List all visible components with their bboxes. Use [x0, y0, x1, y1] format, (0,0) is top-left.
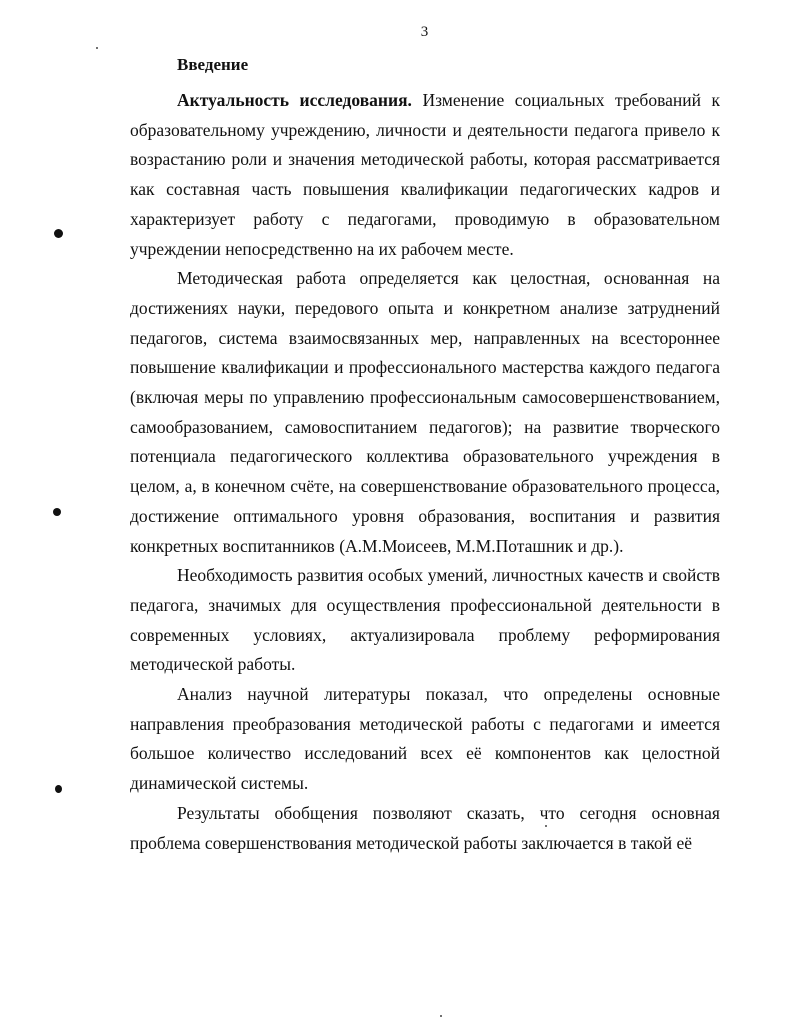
scan-speck: [440, 1015, 442, 1017]
scan-punch-mark: [53, 508, 61, 516]
paragraph-relevance: [130, 86, 720, 264]
paragraph-analysis: [130, 680, 720, 799]
scan-punch-mark: [54, 229, 63, 238]
paragraph-text: Методическая работа определяется как целостная, основанная на достижениях науки, передового опыта и конкретном анализе затруднений педагогов, система взаимосвязанных мер, направленных на всестороннее повышение квалификации и профессионального мастерства каждого педагога (включая меры по управлению профессиональным самосовершенствованием, самообразованием, самовоспитанием педагогов); на развитие творческого потенциала педагогического коллектива образовательного учреждения в целом, а, в конечном счёте, на совершенствование образовательного процесса, достижение оптимального уровня образования, воспитания и развития конкретных воспитанников (А.М.Моисеев, М.М.Поташник и др.).: [130, 268, 720, 556]
paragraph-text: Анализ научной литературы показал, что определены основные направления преобразования методической работы с педагогами и имеется большое количество исследований всех её компонентов как целостной динамической системы.: [130, 684, 720, 794]
section-heading: Введение: [177, 55, 249, 74]
paragraph-results: [130, 799, 720, 858]
scan-speck: [96, 47, 98, 49]
paragraph-text: Необходимость развития особых умений, личностных качеств и свойств педагога, значимых для осуществления профессиональной деятельности в современных условиях, актуализировала проблему реформирования методической работы.: [130, 565, 720, 675]
page-number: 3: [420, 24, 429, 40]
paragraph-definition: [130, 264, 720, 561]
document-body: [130, 52, 720, 858]
scan-punch-mark: [55, 785, 62, 793]
paragraph-necessity: [130, 561, 720, 680]
paragraph-lead: Актуальность исследования.: [177, 90, 412, 110]
paragraph-text: Изменение социальных требований к образовательному учреждению, личности и деятельности педагога привело к возрастанию роли и значения методической работы, которая рассматривается как составная часть повышения квалификации педагогических кадров и характеризует работу с педагогами, проводимую в образовательном учреждении непосредственно на их рабочем месте.: [130, 90, 720, 259]
paragraph-text: Результаты обобщения позволяют сказать, что сегодня основная проблема совершенствования методической работы заключается в такой её: [130, 802, 720, 853]
